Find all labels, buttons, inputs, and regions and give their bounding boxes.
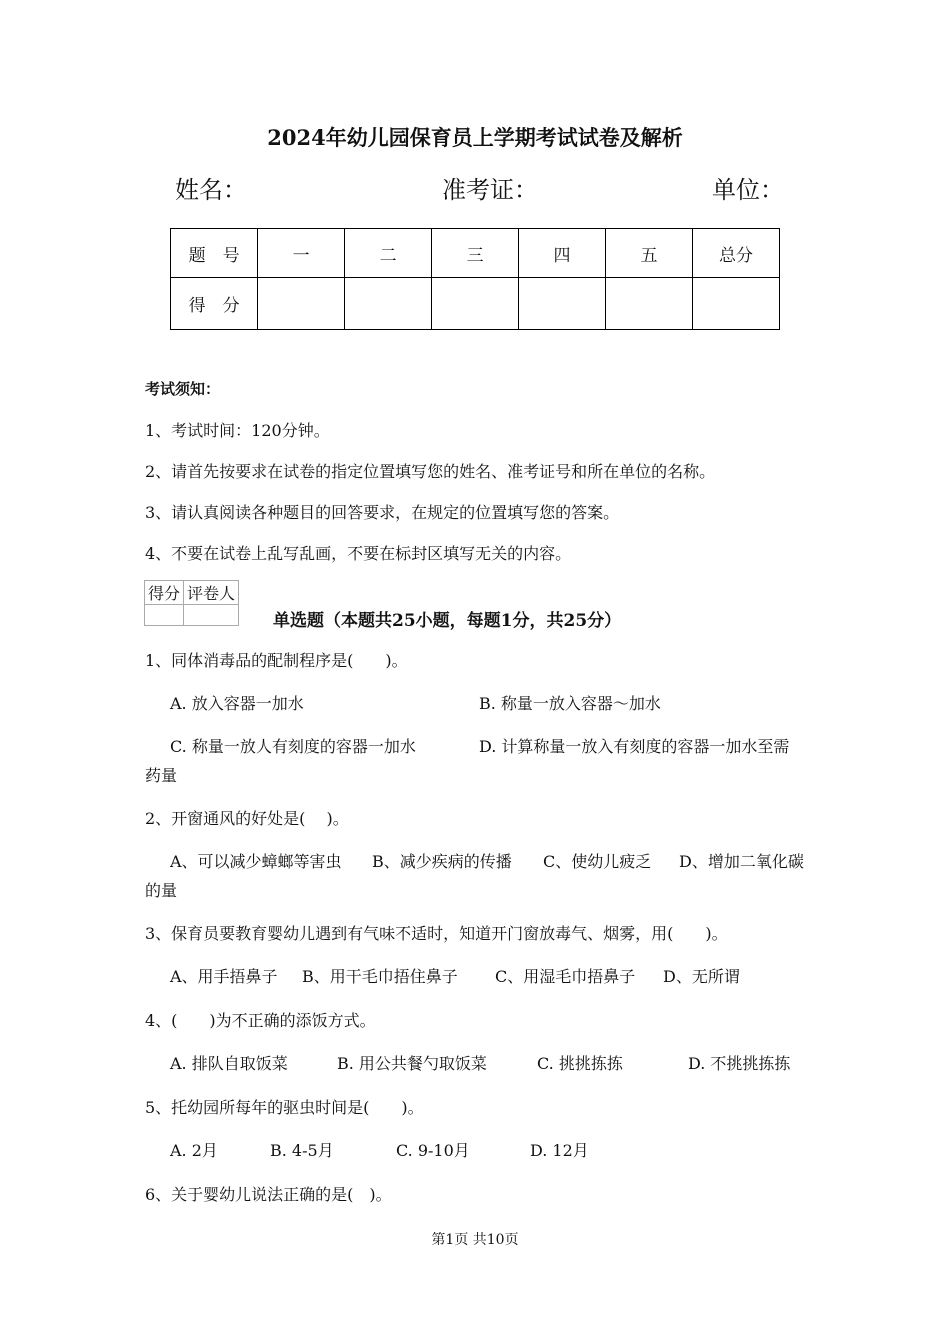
option-b: B. 称量一放入容器～加水	[479, 694, 661, 713]
score-table	[170, 228, 780, 330]
question-stem: 3、保育员要教育婴幼儿遇到有气味不适时，知道开门窗放毒气、烟雾，用( )。	[145, 924, 728, 943]
score-header-4: 四	[519, 229, 606, 278]
question-stem: 6、关于婴幼儿说法正确的是( )。	[145, 1185, 392, 1204]
score-cell-5[interactable]	[606, 278, 693, 330]
score-header-5: 五	[606, 229, 693, 278]
notice-heading: 考试须知：	[145, 380, 221, 398]
notice-item: 3、请认真阅读各种题目的回答要求，在规定的位置填写您的答案。	[145, 503, 620, 522]
option-a: A. 2月	[170, 1141, 218, 1160]
option-d: D. 12月	[530, 1141, 589, 1160]
score-header-2: 二	[345, 229, 432, 278]
option-c: C、用湿毛巾捂鼻子	[495, 967, 636, 986]
option-a: A. 放入容器一加水	[170, 694, 304, 713]
option-c: C. 9-10月	[396, 1141, 470, 1160]
unit-label: 单位：	[712, 176, 784, 204]
grader-name-cell[interactable]	[184, 605, 239, 626]
section-title: 单选题（本题共25小题，每题1分，共25分）	[273, 611, 622, 631]
option-a: A. 排队自取饭菜	[170, 1054, 288, 1073]
score-row-label: 得 分	[171, 278, 258, 330]
option-b: B. 4-5月	[270, 1141, 334, 1160]
option-d-continued: 的量	[145, 881, 178, 900]
option-a: A、可以减少蟑螂等害虫	[170, 852, 342, 871]
option-d: D、增加二氧化碳	[679, 852, 804, 871]
score-cell-4[interactable]	[519, 278, 606, 330]
option-c: C. 称量一放人有刻度的容器一加水	[170, 737, 416, 756]
grader-score-cell[interactable]	[145, 605, 184, 626]
notice-item: 1、考试时间：120分钟。	[145, 421, 330, 440]
page-footer: 第1页 共10页	[431, 1232, 519, 1248]
name-label: 姓名：	[175, 176, 247, 204]
question-stem: 5、托幼园所每年的驱虫时间是( )。	[145, 1098, 424, 1117]
page-title: 2024年幼儿园保育员上学期考试试卷及解析	[267, 125, 683, 150]
option-d: D. 不挑挑拣拣	[688, 1054, 791, 1073]
option-b: B、用干毛巾捂住鼻子	[302, 967, 458, 986]
notice-item: 2、请首先按要求在试卷的指定位置填写您的姓名、准考证号和所在单位的名称。	[145, 462, 716, 481]
option-d-continued: 药量	[145, 766, 178, 785]
grader-score-label: 得分	[145, 581, 184, 605]
score-header-1: 一	[258, 229, 345, 278]
grader-box	[144, 580, 239, 626]
option-c: C、使幼儿疲乏	[543, 852, 652, 871]
score-header-3: 三	[432, 229, 519, 278]
option-d: D. 计算称量一放入有刻度的容器一加水至需	[479, 737, 790, 756]
option-b: B. 用公共餐勺取饭菜	[337, 1054, 487, 1073]
option-d: D、无所谓	[663, 967, 740, 986]
option-b: B、减少疾病的传播	[372, 852, 512, 871]
grader-name-label: 评卷人	[184, 581, 239, 605]
question-stem: 2、开窗通风的好处是( )。	[145, 809, 349, 828]
score-cell-2[interactable]	[345, 278, 432, 330]
score-cell-1[interactable]	[258, 278, 345, 330]
question-stem: 4、( )为不正确的添饭方式。	[145, 1011, 376, 1030]
score-header-label: 题 号	[171, 229, 258, 278]
exam-id-label: 准考证：	[442, 176, 538, 204]
notice-item: 4、不要在试卷上乱写乱画，不要在标封区填写无关的内容。	[145, 544, 572, 563]
score-header-total: 总分	[692, 229, 779, 278]
option-a: A、用手捂鼻子	[170, 967, 278, 986]
score-cell-3[interactable]	[432, 278, 519, 330]
question-stem: 1、同体消毒品的配制程序是( )。	[145, 651, 408, 670]
score-cell-total[interactable]	[692, 278, 779, 330]
option-c: C. 挑挑拣拣	[537, 1054, 623, 1073]
